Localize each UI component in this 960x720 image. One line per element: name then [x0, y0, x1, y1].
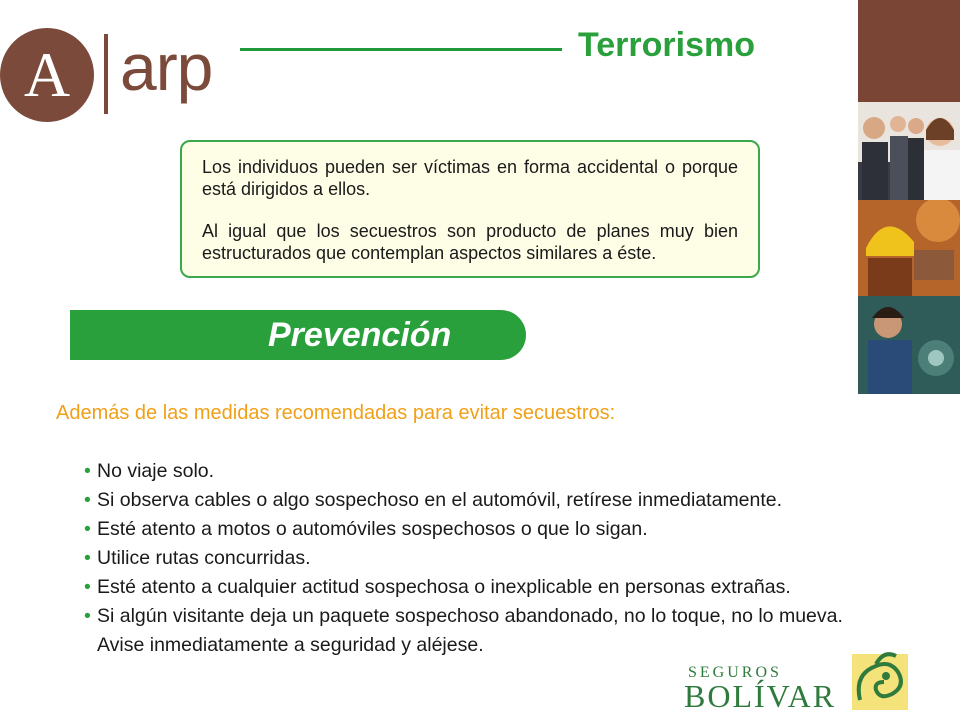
section-intro: Además de las medidas recomendadas para evitar secuestros:: [56, 402, 616, 424]
list-item-text: Utilice rutas concurridas.: [97, 547, 311, 569]
arp-logo-word: arp: [120, 30, 213, 104]
bullet-icon: •: [84, 460, 91, 482]
people-photo: [858, 102, 960, 200]
bullet-icon: •: [84, 518, 91, 540]
bullet-icon: •: [84, 489, 91, 511]
worker-helmet-photo: [858, 200, 960, 296]
bolivar-logo-seguros: SEGUROS: [688, 664, 782, 681]
page-title: Terrorismo: [578, 26, 755, 64]
list-item-text: Si observa cables o algo sospechoso en el automóvil, retírese inmediatamente.: [97, 489, 783, 511]
list-item-text: Si algún visitante deja un paquete sospechoso abandonado, no lo toque, no lo mueva. Avise inmediatamente a seguridad y aléjese.: [97, 605, 843, 656]
bolivar-logo-name: BOLÍVAR: [684, 678, 837, 714]
list-item: [84, 486, 874, 515]
arp-logo-circle: [0, 28, 94, 122]
list-item-text: Esté atento a cualquier actitud sospechosa o inexplicable en personas extrañas.: [97, 576, 791, 598]
bullet-icon: •: [84, 547, 91, 569]
bullet-icon: •: [84, 576, 91, 598]
list-item: [84, 457, 874, 486]
list-item-text: Esté atento a motos o automóviles sospechosos o que lo sigan.: [97, 518, 648, 540]
side-brown-block: [858, 0, 960, 102]
list-item: [84, 544, 874, 573]
info-box: [180, 140, 760, 278]
info-paragraph-2: Al igual que los secuestros son producto de planes muy bien estructurados que contemplan aspectos similares a éste.: [202, 221, 738, 263]
list-item-text: No viaje solo.: [97, 460, 215, 482]
mechanic-photo: [858, 296, 960, 394]
title-rule: [240, 48, 562, 51]
list-item: [84, 515, 874, 544]
list-item: [84, 602, 874, 660]
bolivar-mark-icon: [846, 646, 918, 718]
prevention-banner-label: Prevención: [268, 316, 452, 354]
info-paragraph-1: Los individuos pueden ser víctimas en forma accidental o porque está dirigidos a ellos.: [202, 157, 738, 199]
list-item: [84, 573, 874, 602]
arp-logo-letter: A: [23, 39, 71, 110]
prevention-list: [84, 457, 874, 660]
bullet-icon: •: [84, 605, 91, 627]
arp-logo-divider: [104, 34, 108, 114]
